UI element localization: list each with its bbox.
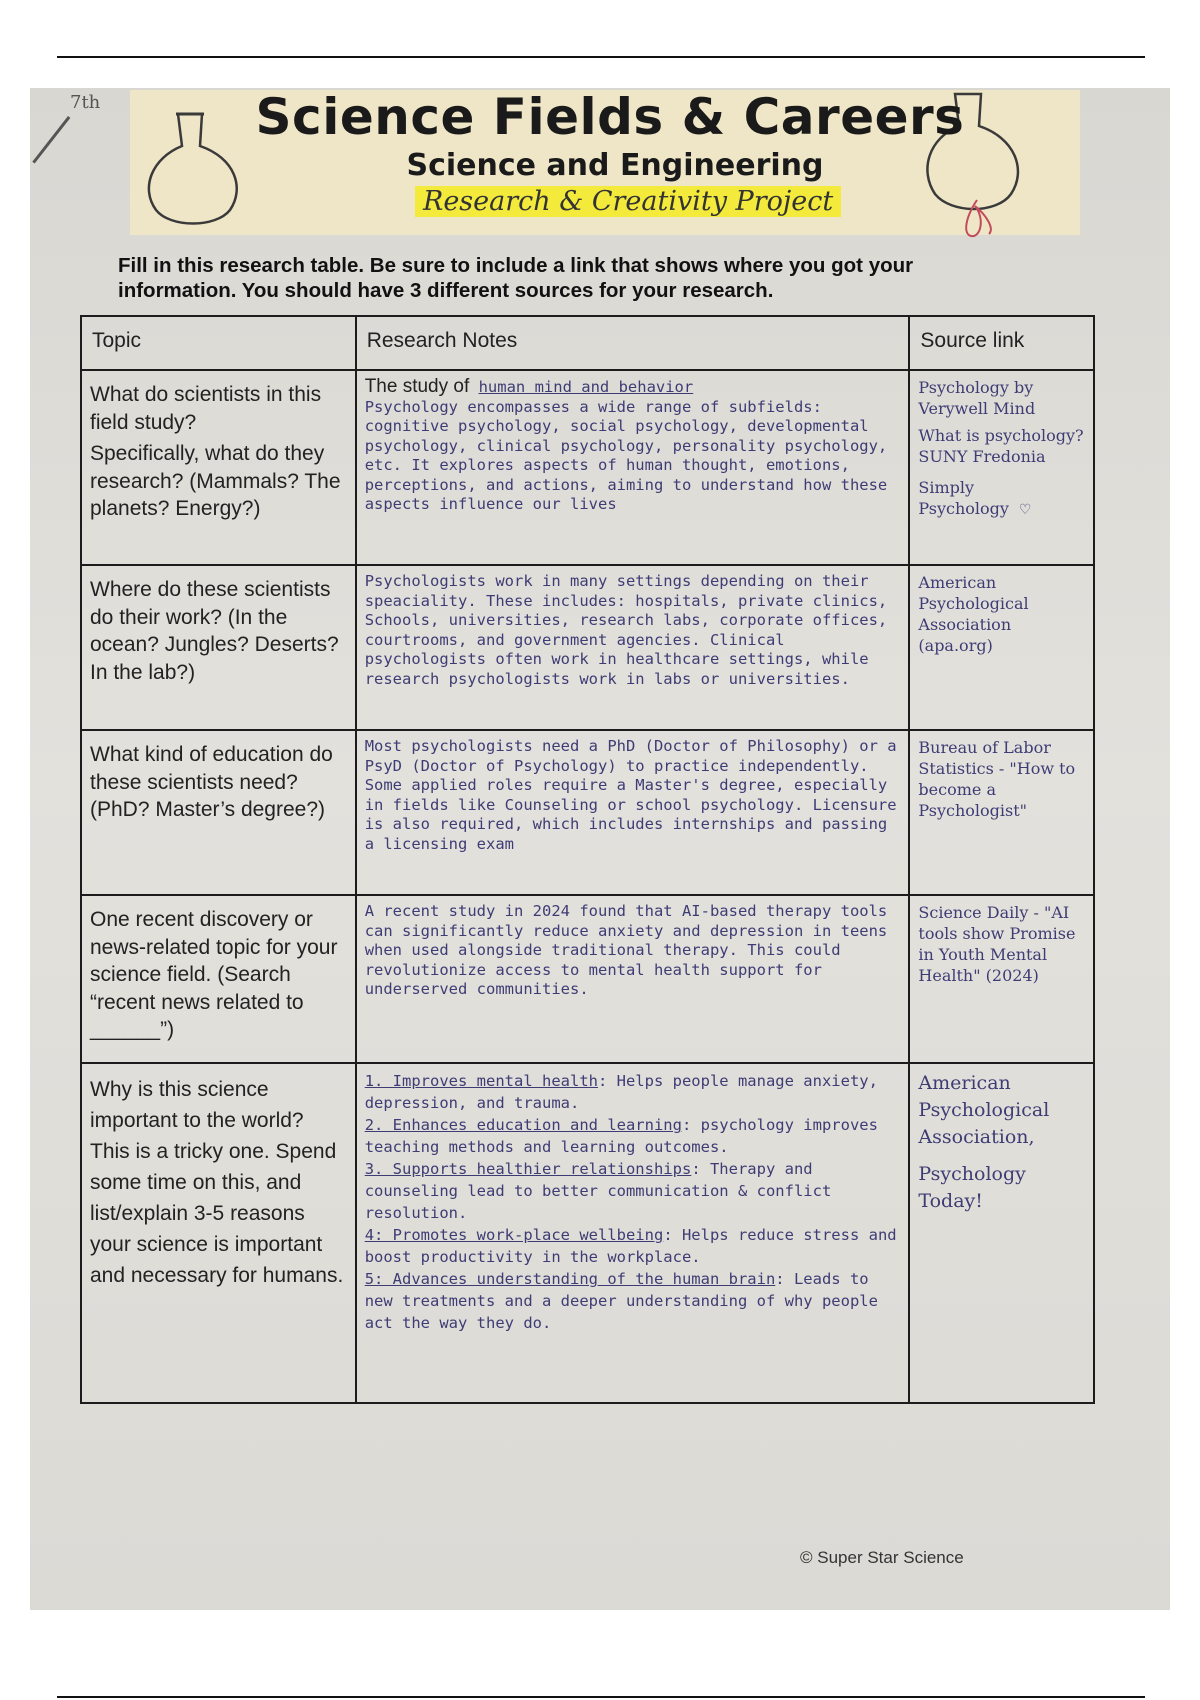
reason-heading: 2. Enhances education and learning [364, 1116, 682, 1134]
source-entry: American Psychological Association (apa.org) [918, 573, 1029, 655]
page-subtitle: Science and Engineering [406, 148, 824, 183]
source-entry: Psychology by Verywell Mind [918, 378, 1036, 418]
worksheet-photo [30, 88, 1170, 1610]
page-title: Science Fields & Careers [255, 88, 965, 146]
topic-cell [81, 565, 356, 730]
column-header-notes: Research Notes [356, 316, 910, 370]
table-header-row [81, 316, 1094, 370]
notes-cell [356, 565, 910, 730]
topic-cell [81, 1063, 356, 1403]
source-cell [909, 1063, 1094, 1403]
source-entry: What is psychology? SUNY Fredonia [918, 426, 1084, 466]
source-cell [909, 730, 1094, 895]
reason-text: : Helps reduce stress and boost productivity in the workplace. [364, 1226, 897, 1266]
source-entry: Psychology Today! [918, 1163, 1026, 1212]
top-rule [57, 56, 1145, 58]
source-text: Simply Psychology [918, 478, 1009, 518]
column-header-source: Source link [909, 316, 1094, 370]
source-entry: Science Daily - "AI tools show Promise in Youth Mental Health" (2024) [918, 903, 1076, 985]
table-row [81, 730, 1094, 895]
pen-slash-mark [32, 116, 70, 164]
source-entry [918, 477, 1085, 521]
topic-question: Specifically, what do they research? (Mammals? The planets? Energy?) [90, 442, 341, 520]
reason-heading: 1. Improves mental health [364, 1072, 598, 1090]
notes-text: Psychology encompasses a wide range of subfields: cognitive psychology, social psychology, developmental psychology, clinical psychology, personality psychology, etc. It explores aspects of human thought, emotions, perceptions, and actions, aiming to understand how these aspects influence our lives [364, 397, 888, 513]
reason-text: : psychology improves teaching methods and learning outcomes. [364, 1116, 878, 1156]
reason-text: : Helps people manage anxiety, depression, and trauma. [364, 1072, 878, 1112]
table-row [81, 370, 1094, 565]
notes-text: A recent study in 2024 found that AI-based therapy tools can significantly reduce anxiety and depression in teens when used alongside traditional therapy. This could revolutionize access to mental health support for underserved communities. [364, 902, 888, 998]
topic-cell [81, 370, 356, 565]
source-cell [909, 370, 1094, 565]
topic-cell [81, 895, 356, 1063]
reason-heading: 5: Advances understanding of the human brain [364, 1270, 776, 1288]
notes-cell [356, 730, 910, 895]
bottom-rule [57, 1696, 1145, 1698]
reason-heading: 3. Supports healthier relationships [364, 1160, 692, 1178]
corner-mark: 7th [70, 92, 101, 113]
reason-text: : Therapy and counseling lead to better communication & conflict resolution. [364, 1160, 832, 1222]
source-entry: Bureau of Labor Statistics - "How to become a Psychologist" [918, 738, 1076, 820]
topic-cell [81, 730, 356, 895]
source-entry: American Psychological Association, [918, 1072, 1050, 1148]
research-table [80, 315, 1095, 1404]
table-row [81, 1063, 1094, 1403]
topic-question: One recent discovery or news-related topic for your science field. (Search “recent news related to ______”) [90, 908, 338, 1041]
notes-cell [356, 1063, 910, 1403]
list-item [365, 1158, 901, 1224]
notes-text: Psychologists work in many settings depending on their speaciality. These includes: hospitals, private clinics, Schools, universities, research labs, corporate offices, courtrooms, and government agencies. Clinical psychologists often work in healthcare settings, while research psychologists work in labs or universities. [364, 572, 888, 688]
topic-question: What do scientists in this field study? [90, 383, 322, 434]
reason-text: : Leads to new treatments and a deeper understanding of why people act the way they do. [364, 1270, 878, 1332]
list-item [365, 1224, 901, 1268]
table-row [81, 895, 1094, 1063]
list-item [365, 1070, 901, 1114]
list-item [365, 1268, 901, 1334]
instructions: Fill in this research table. Be sure to include a link that shows where you got your information. You should have 3 different sources for your research. [118, 254, 914, 302]
list-item [365, 1114, 901, 1158]
topic-question: Where do these scientists do their work? (In the ocean? Jungles? Deserts? In the lab?) [90, 578, 339, 684]
copyright-footer: © Super Star Science [800, 1548, 964, 1567]
notes-cell [356, 895, 910, 1063]
project-label: Research & Creativity Project [415, 186, 841, 217]
heart-icon: ♡ [1018, 502, 1032, 518]
reason-heading: 4: Promotes work-place wellbeing [364, 1226, 664, 1244]
notes-cell [356, 370, 910, 565]
column-header-topic: Topic [81, 316, 356, 370]
source-cell [909, 565, 1094, 730]
topic-question: What kind of education do these scientists need? (PhD? Master’s degree?) [90, 743, 333, 821]
table-row [81, 565, 1094, 730]
notes-text: Most psychologists need a PhD (Doctor of Philosophy) or a PsyD (Doctor of Psychology) to practice independently. Some applied roles require a Master's degree, especially in fields like Counseling or school psychology. Licensure is also required, which includes internships and passing a licensing exam [364, 737, 897, 853]
source-cell [909, 895, 1094, 1063]
notes-highlight: human mind and behavior [478, 378, 694, 396]
notes-prefix: The study of [364, 376, 470, 397]
topic-question: Why is this science important to the world? This is a tricky one. Spend some time on this, and list/explain 3-5 reasons your science is important and necessary for humans. [90, 1078, 344, 1287]
flask-icon [140, 106, 250, 231]
